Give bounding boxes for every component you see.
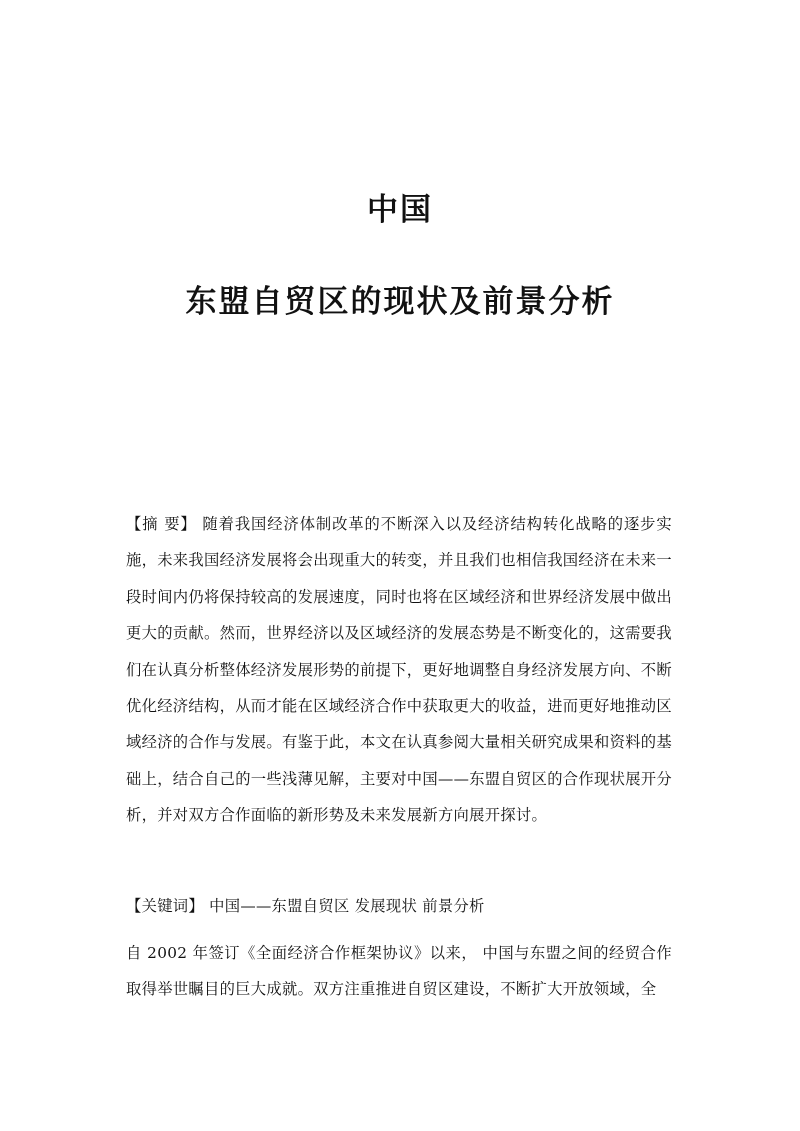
title-line-1: 中国 (367, 192, 433, 228)
intro-paragraph: 自 2002 年签订《全面经济合作框架协议》以来， 中国与东盟之间的经贸合作取得举世瞩目的巨大成就。双方注重推进自贸区建设，不断扩大开放领域，全 (126, 944, 672, 999)
keywords-text: 中国——东盟自贸区 发展现状 前景分析 (204, 897, 485, 915)
abstract-paragraph (126, 506, 672, 834)
abstract-text: 随着我国经济体制改革的不断深入以及经济结构转化战略的逐步实施，未来我国经济发展将会出现重大的转变，并且我们也相信我国经济在未来一段时间内仍将保持较高的发展速度，同时也将在区域经济和世界经济发展中做出更大的贡献。然而，世界经济以及区域经济的发展态势是不断变化的，这需要我们在认真分析整体经济发展形势的前提下，更好地调整自身经济发展方向、不断优化经济结构，从而才能在区域经济合作中获取更大的收益，进而更好地推动区域经济的合作与发展。有鉴于此，本文在认真参阅大量相关研究成果和资料的基础上，结合自己的一些浅薄见解，主要对中国——东盟自贸区的合作现状展开分析，并对双方合作面临的新形势及未来发展新方向展开探讨。 (126, 515, 672, 825)
title-line-2: 东盟自贸区的现状及前景分析 (185, 284, 615, 320)
abstract-label: 【摘 要】 (126, 515, 197, 533)
keywords-paragraph (126, 888, 672, 924)
keywords-label: 【关键词】 (126, 897, 204, 915)
